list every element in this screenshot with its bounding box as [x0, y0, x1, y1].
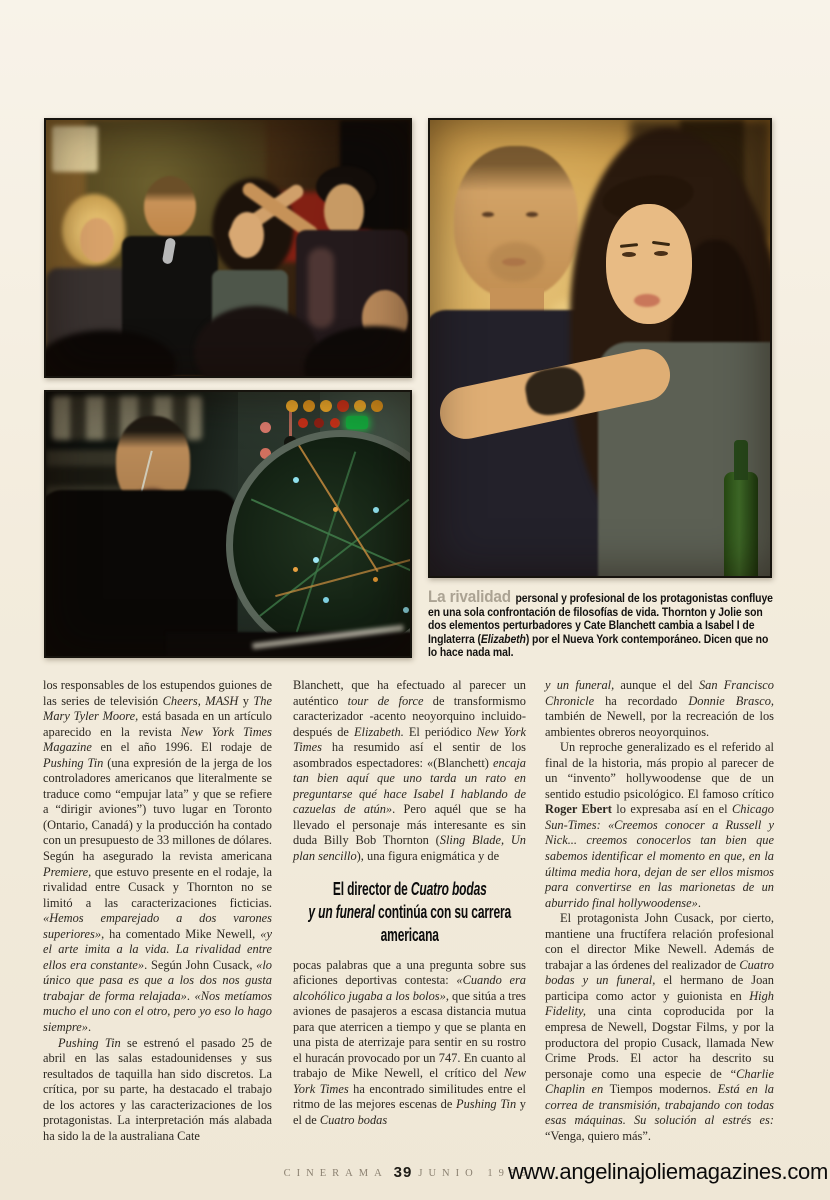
text-run: New York Times [293, 1066, 526, 1096]
text-run: ), una figura enigmática y de [356, 849, 500, 864]
text-run: Donnie Brasco, [688, 693, 774, 708]
salmon-knob-column [260, 422, 271, 433]
text-run: Roger Ebert [545, 802, 612, 817]
text-run: el hermano de Joan participa como actor y guionista en [545, 973, 774, 1003]
text-run: Pushing Tin [58, 1035, 121, 1050]
photo-radar-control-room [44, 390, 412, 658]
text-run: New York Times Magazine [43, 724, 272, 755]
text-run: «y el arte imita a la vida. La rivalidad entre ellos era constante» [43, 926, 272, 972]
text-run: . [87, 1020, 92, 1035]
text-run: personal y profesional de los protagonistas confluye en una sola confrontación de filosofías de vida. Thornton y Jolie son dos elementos perturbadores y Cate Blanchett cambia a Isabel I de Inglaterra ( [428, 592, 773, 646]
text-run: El protagonista John Cusack, por cierto, mantiene una fructífera relación profesional con el director Mike Newell. Además de trabajar a las órdenes del realizador de [545, 911, 774, 972]
photo-karaoke-bar-scene [44, 118, 412, 378]
page-number: 39 [393, 1164, 413, 1181]
text-run: Cuatro bodas [319, 1113, 388, 1128]
text-run: que estuvo presente en el rodaje, la rivalidad entre Cusack y Thornton no se limitó a las caracterizaciones ficticias. [43, 864, 272, 910]
text-run: de transformismo caracterizador -acento neoyorquino incluido- después de [293, 693, 526, 739]
text-run: y el de [293, 1097, 526, 1128]
green-bottle [724, 472, 758, 576]
paragraph [293, 901, 526, 924]
column-middle-bottom [293, 958, 526, 1129]
text-run: Cuatro bodas y un funeral, [545, 957, 774, 988]
text-run: ha recordado [594, 693, 689, 708]
text-run: y un funeral, [545, 678, 615, 692]
jolie-eye [622, 252, 636, 257]
radar-blip-cyan [293, 477, 299, 483]
thornton-stubble [488, 242, 544, 282]
text-run: «Nos metíamos mucho el uno con el otro, pero yo eso lo hago siempre» [43, 988, 273, 1035]
radar-route-amber [275, 559, 411, 597]
green-status-lamp [346, 416, 368, 429]
text-run: pocas palabras que a una pregunta sobre sus aficiones deportivas contesta: [293, 957, 526, 988]
jolie-eye [654, 251, 668, 256]
window-painting [52, 126, 98, 172]
text-run: El director de [332, 878, 411, 899]
column-middle-top [293, 678, 526, 865]
thornton-eye-shadow [526, 212, 538, 217]
photo-caption-text [428, 587, 780, 660]
text-run: ha encontrado similitudes entre el ritmo de las mejores escenas de [293, 1081, 526, 1112]
photo-thornton-jolie-embrace [428, 118, 772, 578]
cusack-shirt-sheen [308, 248, 334, 328]
issue-date: JUNIO 1999 [418, 1168, 533, 1179]
text-run: americana [380, 924, 439, 945]
text-run: The Mary Tyler Moore, [43, 693, 272, 724]
text-run: Tiempos modernos. [609, 1082, 718, 1097]
paragraph [293, 924, 526, 947]
text-run: . [186, 988, 195, 1003]
paragraph [293, 878, 526, 901]
photo-caption [428, 587, 780, 660]
text-run: Cheers, MASH [162, 693, 239, 708]
text-run: New York Times [293, 724, 526, 755]
text-run: «Cuando era alcohólico jugaba a los bolos» [293, 973, 526, 1003]
green-bottle-neck [734, 440, 748, 480]
text-run: los responsables de los estupendos guiones de las series de televisión [43, 678, 272, 708]
text-run: Sling Blade, Un plan sencillo [293, 833, 527, 864]
text-run: La rivalidad [428, 587, 511, 606]
body-column-left [43, 678, 272, 1144]
thornton-head [144, 176, 196, 238]
jolie-lips [634, 294, 660, 307]
paragraph [428, 587, 780, 660]
text-run: «Hemos emparejado a dos varones superiores» [43, 911, 272, 941]
text-run: Pushing Tin [43, 755, 104, 770]
text-run: , que sitúa a tres aviones de pasajeros a escasa distancia mutua para que aterricen a tiempo y que se planta en una pista de aterrizaje para sentir en su rostro el huracán provocado por un 747. En cuanto al trabajo de Mike Newell, el crítico del [293, 988, 526, 1081]
text-run: también de Newell, por la recreación de los ambientes obreros neoyorquinos. [545, 709, 774, 739]
text-run: Pushing Tin [456, 1097, 517, 1112]
text-run: Cuatro bodas [410, 878, 487, 899]
text-run: Elizabeth [480, 632, 526, 646]
text-run: «lo único que pasa es que a los dos nos gusta trabajar de forma relajada» [43, 957, 273, 1003]
text-run: Chicago Sun-Times: «Creemos conocer a Russell y Nick... creemos conocerlos tan bien que sabemos identificar el momento en que, en la última media hora, dejan de ser ellos mismos para convertirse en las marionetas de un aburrido final hollywoodense» [545, 802, 774, 910]
text-run: y un funeral [308, 901, 378, 922]
magazine-name: CINERAMA [283, 1168, 388, 1179]
text-run: ) por el Nueva York contemporáneo. Dicen que no lo hace nada mal. [428, 632, 769, 660]
indicator-row-red [298, 418, 308, 428]
paragraph [293, 958, 526, 1129]
body-column-right [545, 678, 774, 1144]
text-run: High Fidelity, [545, 988, 774, 1019]
desk-silhouette [166, 632, 412, 658]
text-run: Elizabeth. [353, 724, 404, 739]
text-run: . [697, 895, 701, 910]
text-run: (una expresión de la jerga de los controladores americanos que literalmente se traduce como “empujar lata” y que se refiere a “dirigir aviones”) tuvo lugar en Toronto (Ontario, Canadá) y la producción ha contado con un presupuesto de 33 millones de dólares. Según ha asegurado la revista americana [43, 755, 273, 864]
indicator-row-amber [286, 400, 298, 412]
text-run: Un reproche generalizado es el referido al final de la historia, más propio al parecer de un “invento” hollywoodense que de un sentido estudio psicológico. El famoso crítico [545, 740, 774, 801]
body-column-middle [293, 678, 526, 1129]
text-run: Premiere, [43, 864, 92, 879]
paragraph [43, 678, 272, 1036]
text-run: San Francisco Chronicle [545, 678, 774, 708]
text-run: ha resumido así el sentir de los asombrados espectadores: «(Blanchett) [293, 740, 526, 770]
thornton-eye-shadow [482, 212, 494, 217]
jolie-face [230, 212, 264, 258]
text-run: Está en la correa de transmisión, trabajando con todas esas máquinas. Su solución al estrés es: [545, 1082, 775, 1128]
radar-blip-orange [333, 507, 338, 512]
text-run: está basada en un artículo aparecido en la revista [43, 709, 272, 739]
text-run: . Pero aquél que se ha llevado el personaje más interesante es sin duda Billy Bob Thornton ( [293, 802, 526, 848]
text-run: encaja tan bien aquí que uno tarda un rato en preguntarse qué hace Isabel I hablando de cazuelas de atún» [293, 755, 526, 817]
watermark-url: www.angelinajoliemagazines.com [508, 1159, 828, 1184]
pull-quote-text [293, 878, 526, 947]
blonde-woman-face [80, 218, 114, 262]
text-run: Blanchett, que ha efectuado al parecer un auténtico [293, 678, 526, 708]
paragraph [545, 678, 774, 740]
text-run: continúa con su carrera [377, 901, 511, 922]
text-run: “Venga, quiero más”. [545, 1128, 651, 1143]
paragraph [293, 678, 526, 865]
text-run: se estrenó el pasado 25 de abril en las salas estadounidenses y sus resultados de taquilla han sido discretos. La crítica, por su parte, ha destacado el trabajo de los actores y las caracterizaciones de los protagonistas. La interpretación más alabada ha sido la de la australiana Cate [43, 1035, 272, 1143]
paragraph [545, 911, 774, 1144]
text-run: tour de force [347, 693, 424, 708]
text-run: lo expresaba así en el [611, 802, 732, 817]
text-run: Charlie Chaplin en [545, 1066, 774, 1097]
paragraph [43, 1036, 272, 1145]
text-run: El periódico [403, 724, 477, 739]
text-run: y [238, 693, 254, 708]
text-run: , ha comentado Mike Newell, [101, 926, 261, 941]
pull-quote [293, 878, 526, 947]
text-run: en el año 1996. El rodaje de [91, 740, 272, 755]
paragraph [545, 740, 774, 911]
text-run: una cinta coproducida por la empresa de Newell, Dogstar Films, y por la productora del propio Cusack, llamada New Crime Prods. El actor ha descrito su personaje como una especie de “ [545, 1004, 774, 1081]
text-run: . Según John Cusack, [144, 957, 257, 972]
text-run: aunque el del [614, 678, 699, 692]
